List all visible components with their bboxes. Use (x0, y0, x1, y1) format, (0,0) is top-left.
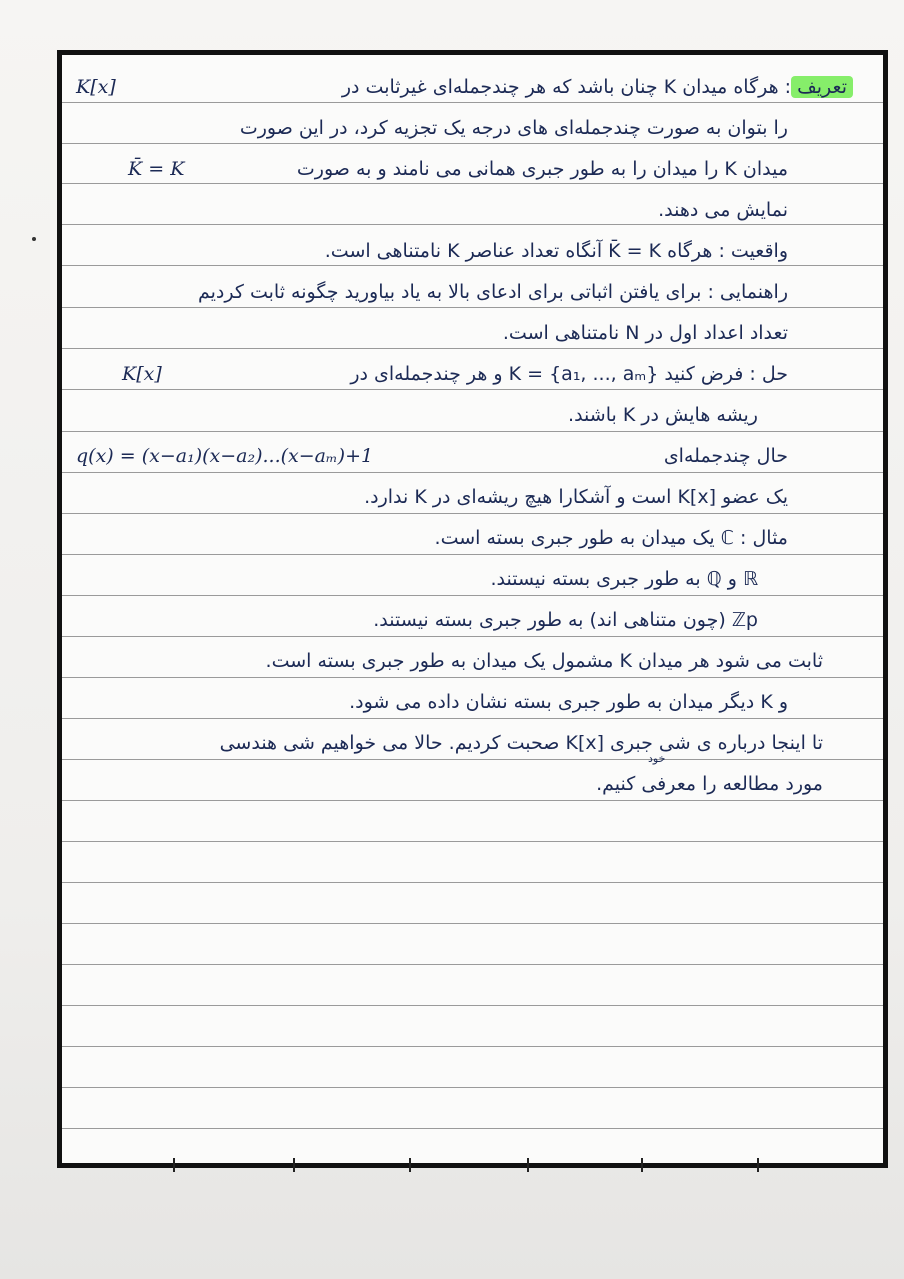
text-line-4: نمایش می دهند. (658, 199, 788, 221)
text-line-13: ℝ و ℚ به طور جبری بسته نیستند. (490, 568, 758, 590)
tick-mark (293, 1158, 295, 1172)
text-line-5: واقعیت : هرگاه K̄ = K آنگاه تعداد عناصر K نامتناهی است. (324, 240, 788, 262)
text-line-11: یک عضو K[x] است و آشکارا هیچ ریشه‌ای در K ندارد. (364, 486, 788, 508)
line-1-math: K[x] (76, 76, 116, 98)
tick-mark (641, 1158, 643, 1172)
text-line-1 (70, 69, 853, 105)
line-10-text: حال چندجمله‌ای (663, 445, 788, 467)
text-line-9: ریشه هایش در K باشند. (568, 404, 758, 426)
tick-mark (527, 1158, 529, 1172)
text-line-18: مورد مطالعه را معرفی کنیم. (596, 773, 823, 795)
text-line-16: و K دیگر میدان به طور جبری بسته نشان داده می شود. (349, 691, 788, 713)
ruled-line (62, 1128, 883, 1129)
tick-mark (173, 1158, 175, 1172)
bottom-tick-row (57, 1158, 888, 1172)
tick-mark (409, 1158, 411, 1172)
text-line-8 (70, 356, 788, 392)
text-line-12: مثال : ℂ یک میدان به طور جبری بسته است. (434, 527, 788, 549)
text-line-17: تا اینجا درباره ی شی جبری K[x] صحبت کردیم. حالا می خواهیم شی هندسی (219, 732, 823, 754)
ruled-line (62, 882, 883, 883)
text-line-7: تعداد اعداد اول در N نامتناهی است. (502, 322, 788, 344)
text-line-10 (70, 438, 788, 474)
stray-dot (32, 237, 36, 241)
superscript-note: خود (648, 752, 666, 765)
line-8-math: K[x] (122, 363, 162, 385)
text-line-14: ℤp (چون متناهی اند) به طور جبری بسته نیستند. (373, 609, 758, 631)
definition-label: تعریف (791, 76, 853, 98)
line-3-text: میدان K را میدان را به طور جبری همانی می نامند و به صورت (296, 158, 788, 180)
ruled-line (62, 1046, 883, 1047)
ruled-line (62, 923, 883, 924)
text-line-2: را بتوان به صورت چندجمله‌ای های درجه یک تجزیه کرد، در این صورت (239, 117, 788, 139)
text-line-6: راهنمایی : برای یافتن اثباتی برای ادعای بالا به یاد بیاورید چگونه ثابت کردیم (198, 281, 788, 303)
line-3-math: K̄ = K (128, 158, 185, 180)
text-line-15: ثابت می شود هر میدان K مشمول یک میدان به طور جبری بسته است. (265, 650, 823, 672)
ruled-line (62, 1087, 883, 1088)
line-1-text: : هرگاه میدان K چنان باشد که هر چندجمله‌ای غیرثابت در (341, 76, 792, 98)
line-10-math: q(x) = (x−a₁)(x−a₂)...(x−aₘ)+1 (76, 445, 374, 467)
line-8-text: حل : فرض کنید K = {a₁, ..., aₘ} و هر چندجمله‌ای در (350, 363, 788, 385)
ruled-line (62, 841, 883, 842)
tick-mark (757, 1158, 759, 1172)
ruled-line (62, 964, 883, 965)
text-line-3 (70, 151, 788, 187)
notebook-page (57, 50, 888, 1168)
ruled-line (62, 1005, 883, 1006)
